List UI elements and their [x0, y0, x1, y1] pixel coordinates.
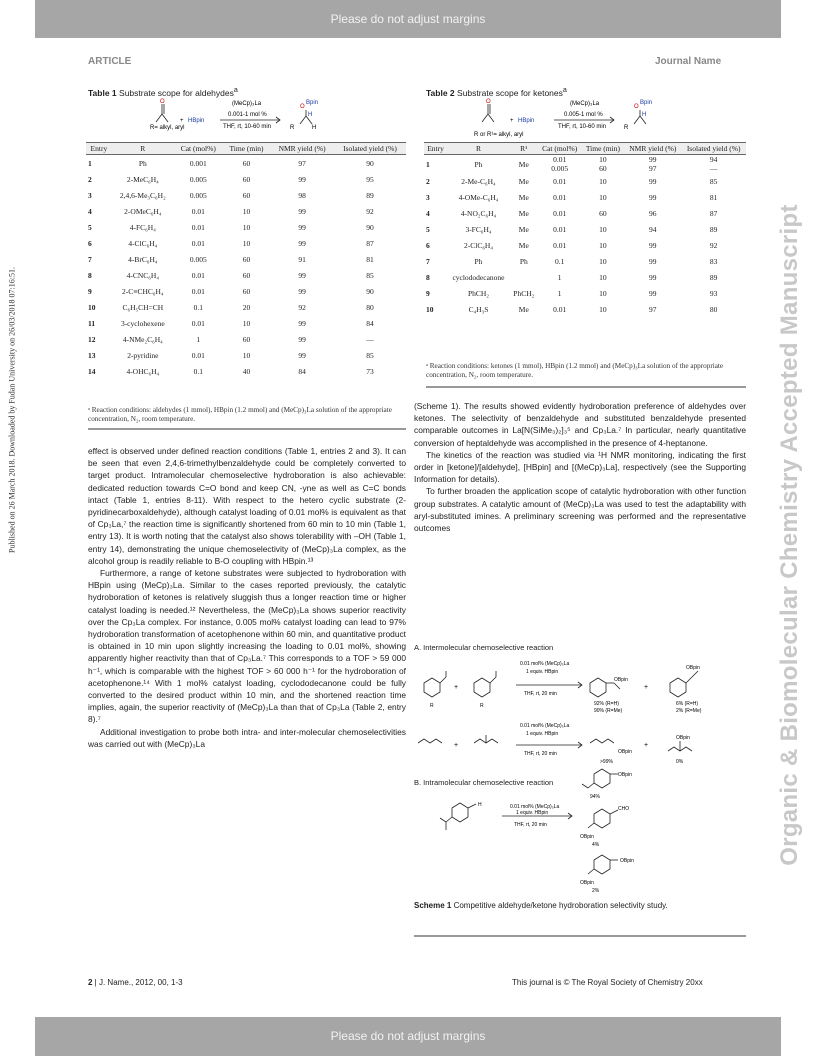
table2-cell: 94 —	[709, 155, 718, 173]
table2-cell: 99	[649, 272, 657, 282]
table1-cell: 10	[88, 302, 96, 312]
left-column-body	[88, 445, 406, 750]
table1-cell: 2	[88, 174, 92, 184]
table1-cell: 0.001	[189, 158, 207, 168]
table2-cell: 99	[649, 288, 657, 298]
table2-cell: 87	[709, 208, 718, 218]
table1-cell: 60	[242, 254, 251, 264]
table1-cell: 10	[242, 350, 251, 360]
svg-text:R or R¹= alkyl, aryl: R or R¹= alkyl, aryl	[474, 132, 524, 138]
table1-cell: 5	[88, 222, 92, 232]
table1-cell: 99	[298, 222, 306, 232]
table1-cell: 0.01	[191, 238, 205, 248]
table2-cell: 0.1	[554, 256, 565, 266]
table2-header-cell: Entry	[424, 143, 447, 155]
table2-cell: 10	[599, 272, 607, 282]
table1-cell: 84	[366, 318, 374, 328]
right-paragraph-2: The kinetics of the reaction was studied via ¹H NMR monitoring, indicating the first order in [ketone]/[aldehyde], [HBpin] and [(MeCp)₃La], respectively (see the Supporting Information for details).	[414, 449, 746, 485]
table1-cell: 3-cyclohexene	[120, 318, 165, 328]
table1-header-cell: Time (min)	[223, 143, 271, 155]
table1-footnote: ᵃ Reaction conditions: aldehydes (1 mmol), HBpin (1.2 mmol) and (MeCp)₃La solution of the appropriate concentration, N₂, room temperature.	[88, 406, 392, 423]
table1-cell: 2-C≡CHC₆H₄	[122, 286, 164, 296]
table1-cell: 1	[88, 158, 92, 168]
svg-text:+: +	[454, 742, 459, 749]
table1-cell: 4-NMe₂C₆H₄	[122, 334, 163, 344]
table2-header-cell: R	[447, 143, 510, 155]
svg-text:HBpin: HBpin	[518, 118, 535, 124]
table1-cell: 4-FC₆H₄	[129, 222, 156, 232]
table2-cell: 0.01	[553, 176, 567, 186]
svg-text:94%: 94%	[590, 794, 601, 800]
table2-cell: 99 97	[649, 155, 657, 173]
table1-row	[86, 299, 406, 315]
scheme1-bottom-rule	[414, 935, 746, 937]
table1-cell: 95	[366, 174, 374, 184]
table2-header-cell: Time (min)	[582, 143, 625, 155]
table2-cell: Me	[518, 192, 529, 202]
table1-cell: 10	[242, 318, 251, 328]
svg-text:0.01 mol% (MeCp)₃La: 0.01 mol% (MeCp)₃La	[520, 661, 570, 667]
table1-header-cell: Entry	[86, 143, 112, 155]
table2-cell: 10	[426, 304, 434, 314]
right-paragraph-3: To further broaden the application scope of catalytic hydroboration with other function group substrates. A catalytic amount of (MeCp)₃La was used to test the adaptability with aryl-substituted imines. A preliminary screening was performed and the representative outcomes	[414, 486, 746, 534]
table1-cell: 10	[242, 206, 251, 216]
svg-text:+: +	[454, 684, 459, 691]
table1-header-cell: Cat (mol%)	[174, 143, 223, 155]
table2-cell: 8	[426, 272, 430, 282]
table1-cell: 40	[242, 366, 251, 376]
table1-header-row	[86, 143, 406, 155]
table1-cell: 0.005	[189, 174, 207, 184]
table1-cell: 90	[366, 222, 374, 232]
svg-text:OBpin: OBpin	[620, 858, 634, 864]
svg-text:92% (R=H): 92% (R=H)	[594, 701, 619, 707]
table1-cell: 0.01	[191, 350, 205, 360]
table2-cell: 1	[426, 159, 430, 169]
svg-text:4%: 4%	[592, 842, 600, 848]
table1-cell: 92	[298, 302, 306, 312]
svg-text:1 equiv. HBpin: 1 equiv. HBpin	[526, 731, 559, 737]
table1-cell: 99	[298, 174, 306, 184]
table2-cell: 4-NO₂C₆H₄	[460, 208, 497, 218]
table2-row	[424, 285, 746, 301]
table2-row	[424, 173, 746, 189]
table2-cell: 89	[709, 272, 718, 282]
table2-cell	[510, 269, 538, 285]
table2-cell: 80	[709, 304, 718, 314]
table2-cell: 99	[649, 256, 657, 266]
table2-cell: cyclododecanone	[452, 272, 505, 282]
table1-cell: 2-pyridine	[127, 350, 159, 360]
table2-cell: 0.01	[553, 304, 567, 314]
table2-cell: 1	[557, 272, 562, 282]
table1-cell: 99	[298, 286, 306, 296]
table1-cell: 87	[366, 238, 374, 248]
table2-header-cell: NMR yield (%)	[624, 143, 681, 155]
table1-cell: 91	[298, 254, 306, 264]
table1-cell: 7	[88, 254, 92, 264]
table2-cell: 85	[709, 176, 718, 186]
table1-reaction-scheme	[140, 96, 340, 142]
svg-text:R: R	[290, 125, 295, 131]
table1-cell: 20	[242, 302, 251, 312]
table2-header-cell: Isolated yield (%)	[681, 143, 746, 155]
svg-text:THF, rt, 20 min: THF, rt, 20 min	[524, 691, 557, 697]
table2-cell: Ph	[474, 159, 483, 169]
table2-cell: 60	[599, 208, 607, 218]
table2-cell: 99	[649, 240, 657, 250]
table2-cell: Me	[518, 159, 529, 169]
table2-cell: Me	[518, 208, 529, 218]
table2-cell: 96	[649, 208, 657, 218]
table2-row	[424, 205, 746, 221]
svg-text:OBpin: OBpin	[676, 735, 690, 741]
table1-cell: 4-BrC₆H₄	[128, 254, 158, 264]
svg-text:Bpin: Bpin	[640, 100, 653, 106]
page-footer-right: This journal is © The Royal Society of Chemistry 20xx	[512, 978, 703, 987]
table1-header-cell: Isolated yield (%)	[334, 143, 406, 155]
table1-cell: 0.01	[191, 318, 205, 328]
table1-cell: 0.1	[193, 366, 203, 376]
svg-text:OBpin: OBpin	[618, 749, 632, 755]
svg-text:2% (R=Me): 2% (R=Me)	[676, 708, 702, 714]
table2-cell: 1	[557, 288, 562, 298]
table2-cell: 6	[426, 240, 430, 250]
table2-reaction-scheme	[470, 96, 680, 142]
svg-text:H: H	[478, 802, 482, 808]
bottom-margin-banner: Please do not adjust margins	[35, 1017, 781, 1056]
table2-cell: 4-OMe-C₆H₄	[458, 192, 499, 202]
table2-bottom-rule	[426, 386, 746, 388]
table2-cell: 94	[649, 224, 657, 234]
table2-row	[424, 189, 746, 205]
table1-cell: 0.005	[189, 254, 207, 264]
accepted-manuscript-watermark: Organic & Biomolecular Chemistry Accepted Manuscript	[776, 204, 803, 866]
table1-cell: 60	[242, 286, 251, 296]
svg-text:O: O	[634, 104, 639, 110]
publication-info: Published on 26 March 2018. Downloaded by Fudan University on 26/03/2018 07:16:51.	[7, 267, 17, 553]
svg-text:>99%: >99%	[600, 759, 613, 765]
svg-text:0%: 0%	[676, 759, 684, 765]
table2-cell: 0.01	[553, 224, 567, 234]
scheme1-intramolecular	[414, 760, 744, 900]
table2-header-row	[424, 143, 746, 155]
page-footer-left: 2 | J. Name., 2012, 00, 1-3	[88, 978, 183, 987]
table2-cell: 99	[649, 192, 657, 202]
svg-text:OBpin: OBpin	[618, 772, 632, 778]
table2-cell: 10	[599, 288, 607, 298]
table1-cell: 14	[88, 366, 96, 376]
svg-text:OBpin: OBpin	[614, 677, 628, 683]
table1-row	[86, 267, 406, 283]
svg-text:R: R	[430, 703, 434, 709]
scheme1-label-a: A. Intermolecular chemoselective reaction	[414, 643, 554, 652]
svg-text:OBpin: OBpin	[580, 834, 594, 840]
table1-cell: 9	[88, 286, 92, 296]
table1-cell: 6	[88, 238, 92, 248]
table1-cell: 0.01	[191, 270, 205, 280]
svg-text:R: R	[624, 125, 629, 131]
table1-cell: 90	[366, 286, 374, 296]
table2-cell: Ph	[519, 256, 528, 266]
table1-cell: 11	[88, 318, 96, 328]
table2-cell: 0.01	[553, 192, 567, 202]
table2-footnote: ᵃ Reaction conditions: ketones (1 mmol), HBpin (1.2 mmol) and (MeCp)₃La solution of the appropriate concentration, N₂, room temperature.	[426, 362, 724, 379]
svg-text:(MeCp)₃La: (MeCp)₃La	[232, 101, 262, 107]
table1-cell: 99	[298, 206, 306, 216]
table1-row	[86, 315, 406, 331]
table1-cell: 99	[298, 318, 306, 328]
table2-cell: PhCH₂	[513, 288, 535, 298]
table1-row	[86, 171, 406, 187]
table2-cell: Me	[518, 224, 529, 234]
table1-cell: 10	[242, 222, 251, 232]
table2-cell: 10	[599, 240, 607, 250]
svg-text:6% (R=H): 6% (R=H)	[676, 701, 699, 707]
left-paragraph-3: Additional investigation to probe both intra- and inter-molecular chemoselectivities was carried out with (MeCp)₃La	[88, 726, 406, 749]
table2-cell: 3	[426, 192, 430, 202]
table2-cell: 2-Me-C₆H₄	[461, 176, 496, 186]
table1-header-cell: R	[112, 143, 174, 155]
svg-text:H: H	[312, 125, 317, 131]
table2-substrate-scope	[424, 142, 746, 317]
table2-row	[424, 237, 746, 253]
table2-header-cell: Cat (mol%)	[538, 143, 582, 155]
table1-cell: 60	[242, 334, 251, 344]
table2-cell: Ph	[474, 256, 483, 266]
svg-text:HBpin: HBpin	[188, 118, 205, 124]
table1-cell: 89	[366, 190, 374, 200]
left-paragraph-2: Furthermore, a range of ketone substrates were subjected to hydroboration with HBpin using (MeCp)₃La. Similar to the cases reported previously, the catalytic hydroboration of ketones is relatively sluggish thus a longer reaction time or higher catalyst loading is needed.¹² Nevertheless, the (MeCp)₃La shows superior reactivity over the Cp₃La complex. For instance, 0.005 mol% catalyst loading can lead to 97% hydroboration transformation of acetophenone within 60 min, and quantitative product is obtained in 10 min upon slightly increasing the loading to 0.01 mol%, showing apparently higher reactivity than that of Cp₃La.⁷ This corresponds to a TOF > 59 000 h⁻¹, which is comparable with the highest TOF > 60 000 h⁻¹ for the hydroboration of acetophenone.¹⁴ With 1 mol% catalyst loading, cyclododecanone could be fully converted to the desired product within 10 min, and the shortened reaction time implies, again, the superior reactivity of (MeCp)₃La than that of Cp₃La (Table 2, entry 8).⁷	[88, 568, 406, 725]
table1-cell: 0.01	[191, 222, 205, 232]
table1-cell: 1	[196, 334, 201, 344]
table2-cell: 10 60	[599, 155, 607, 173]
table2-cell: Me	[518, 240, 529, 250]
svg-text:CHO: CHO	[618, 806, 630, 812]
table2-cell: 10	[599, 176, 607, 186]
table1-row	[86, 363, 406, 379]
table2-cell: 10	[599, 192, 607, 202]
svg-text:1 equiv. HBpin: 1 equiv. HBpin	[526, 669, 559, 675]
table1-row	[86, 187, 406, 203]
table1-row	[86, 283, 406, 299]
table1-cell: 0.01	[191, 206, 205, 216]
table1-cell: 99	[298, 270, 306, 280]
svg-text:0.01 mol% (MeCp)₃La: 0.01 mol% (MeCp)₃La	[520, 723, 570, 729]
table2-cell: 97	[649, 304, 657, 314]
scheme1-caption: Scheme 1 Competitive aldehyde/ketone hydroboration selectivity study.	[414, 901, 668, 910]
table1-cell: 2-OMeC₆H₄	[124, 206, 162, 216]
table1-cell: 99	[298, 334, 306, 344]
table1-cell: Ph	[138, 158, 147, 168]
svg-text:H: H	[308, 112, 313, 118]
table1-row	[86, 155, 406, 172]
table2-row	[424, 269, 746, 285]
svg-text:THF, rt, 10-60 min: THF, rt, 10-60 min	[223, 124, 272, 130]
table1-cell: 10	[242, 238, 251, 248]
table1-cell: 4-CNC₆H₄	[126, 270, 159, 280]
table2-caption: Table 2 Substrate scope for ketones$^a$	[426, 86, 567, 98]
table2-cell: 9	[426, 288, 430, 298]
table1-row	[86, 203, 406, 219]
svg-text:R= alkyl, aryl: R= alkyl, aryl	[150, 125, 185, 131]
svg-text:+: +	[644, 684, 649, 691]
table1-row	[86, 219, 406, 235]
table2-cell: 0.01 0.005	[551, 155, 569, 173]
svg-text:(MeCp)₃La: (MeCp)₃La	[570, 101, 600, 107]
table2-header-cell: R¹	[510, 143, 538, 155]
table2-cell: PhCH₂	[467, 288, 489, 298]
table1-cell: 2,4,6-Me₃C₆H₂	[119, 190, 166, 200]
table2-cell: 2	[426, 176, 430, 186]
svg-text:0.001-1 mol %: 0.001-1 mol %	[228, 112, 267, 118]
svg-text:THF, rt, 20 min: THF, rt, 20 min	[524, 751, 557, 757]
svg-text:0.01 mol% (MeCp)₃La: 0.01 mol% (MeCp)₃La	[510, 804, 560, 810]
table1-substrate-scope	[86, 142, 406, 379]
table2-cell: 81	[709, 192, 718, 202]
table2-row	[424, 301, 746, 317]
table2-cell: 0.01	[553, 240, 567, 250]
right-paragraph-1: (Scheme 1). The results showed evidently hydroboration preference of aldehydes over ketones. The selectivity of benzaldehyde and substituted benzaldehyde presented comparable outcomes in La[N(SiMe₃)₂]₃⁵ and Cp₃La.⁷ In particular, nearly quantitative conversion of heptaldehyde was accomplished in the presence of 4-heptanone.	[414, 401, 746, 448]
table1-row	[86, 235, 406, 251]
scheme1-label-b: B. Intramolecular chemoselective reaction	[414, 778, 554, 787]
table2-row	[424, 155, 746, 174]
table1-cell: 4	[88, 206, 92, 216]
table2-cell: 0.01	[553, 208, 567, 218]
svg-text:2%: 2%	[592, 888, 600, 894]
table2-cell: 7	[426, 256, 430, 266]
table2-cell: 93	[709, 288, 718, 298]
table2-row	[424, 221, 746, 237]
table2-cell: 5	[426, 224, 430, 234]
table2-cell: 99	[649, 176, 657, 186]
table1-cell: 12	[88, 334, 96, 344]
svg-text:+: +	[180, 118, 184, 124]
table1-cell: 81	[366, 254, 374, 264]
svg-text:90% (R=Me): 90% (R=Me)	[594, 708, 623, 714]
scheme1-intermolecular	[414, 655, 744, 765]
journal-name-label: Journal Name	[655, 56, 722, 67]
right-column-body	[414, 400, 746, 534]
table2-cell: 89	[709, 224, 718, 234]
table2-cell: 10	[599, 304, 607, 314]
svg-text:+: +	[510, 118, 514, 124]
table1-cell: 60	[242, 190, 251, 200]
svg-text:THF, rt, 10-60 min: THF, rt, 10-60 min	[558, 124, 607, 130]
svg-text:H: H	[642, 112, 647, 118]
table1-cell: 92	[366, 206, 374, 216]
table1-cell: 60	[242, 270, 251, 280]
table1-cell: 3	[88, 190, 92, 200]
table2-cell: 83	[709, 256, 718, 266]
table1-row	[86, 251, 406, 267]
table1-cell: 84	[298, 366, 306, 376]
table2-cell: 3-FC₆H₄	[465, 224, 492, 234]
table1-cell: 2-MeC₆H₄	[126, 174, 159, 184]
table1-caption: Table 1 Substrate scope for aldehydes$^a$	[88, 86, 238, 98]
table2-cell: Me	[518, 176, 529, 186]
table1-cell: 99	[298, 350, 306, 360]
table1-cell: —	[366, 334, 374, 344]
svg-text:R: R	[480, 703, 484, 709]
table1-cell: C₆H₅CH=CH	[122, 302, 164, 312]
table2-cell: 10	[599, 224, 607, 234]
table1-cell: 98	[298, 190, 306, 200]
table1-cell: 4-ClC₆H₄	[128, 238, 158, 248]
table2-cell: 10	[599, 256, 607, 266]
svg-text:Bpin: Bpin	[306, 100, 319, 106]
table2-cell: 92	[709, 240, 718, 250]
table1-cell: 99	[298, 238, 306, 248]
table1-cell: 13	[88, 350, 96, 360]
svg-text:+: +	[644, 742, 649, 749]
table1-cell: 73	[366, 366, 374, 376]
table1-cell: 85	[366, 350, 374, 360]
svg-text:0.005-1 mol %: 0.005-1 mol %	[564, 112, 603, 118]
table1-cell: 90	[366, 158, 374, 168]
svg-text:THF, rt, 20 min: THF, rt, 20 min	[514, 822, 547, 828]
table1-cell: 85	[366, 270, 374, 280]
table1-cell: 60	[242, 174, 251, 184]
table1-cell: 80	[366, 302, 374, 312]
table1-bottom-rule	[88, 428, 406, 430]
table2-cell: 2-ClC₆H₄	[463, 240, 493, 250]
table2-cell: Me	[518, 304, 529, 314]
table1-cell: 0.01	[191, 286, 205, 296]
svg-text:O: O	[486, 99, 491, 105]
table2-row	[424, 253, 746, 269]
table1-cell: 0.1	[193, 302, 203, 312]
left-paragraph-1: effect is observed under defined reaction conditions (Table 1, entries 2 and 3). It can be seen that even 2,4,6-trimethylbenzaldehyde could be completely converted to target product. Intramolecular chemoselective hydroboration is also achievable: dedicated reduction towards C=O bond and keep CN, -yne as well as C=C bonds intact (Table 1, entries 8-11). With respect to the hetero cyclic substrate (2-pyridinecarboxaldehyde), although catalyst loading of 0.01 mol% is equivalent as that of Cp₃La,⁷ the reaction time is significantly shortened from 60 min to 10 min (Table 1, entry 13). It is worth noting that the catalyst also shows tolerability with –OH (Table 1, entry 14), demonstrating the unique chemoselectivity of (MeCp)₃La complex, as the alcohol group is readily reliable to B-O coupling with HBpin.¹³	[88, 446, 406, 566]
article-label: ARTICLE	[88, 56, 132, 67]
table1-cell: 60	[242, 158, 251, 168]
svg-text:OBpin: OBpin	[580, 880, 594, 886]
table1-cell: 97	[298, 158, 306, 168]
table1-cell: 8	[88, 270, 92, 280]
table1-cell: 4-OHC₆H₄	[126, 366, 160, 376]
table2-cell: 4	[426, 208, 430, 218]
table1-cell: 0.005	[189, 190, 207, 200]
table1-row	[86, 347, 406, 363]
svg-text:1 equiv. HBpin: 1 equiv. HBpin	[516, 810, 549, 816]
table2-cell: C₄H₃S	[468, 304, 489, 314]
svg-text:O: O	[160, 99, 165, 105]
top-margin-banner: Please do not adjust margins	[35, 0, 781, 38]
table1-row	[86, 331, 406, 347]
table1-header-cell: NMR yield (%)	[270, 143, 334, 155]
svg-text:O: O	[300, 104, 305, 110]
svg-text:OBpin: OBpin	[686, 665, 700, 671]
